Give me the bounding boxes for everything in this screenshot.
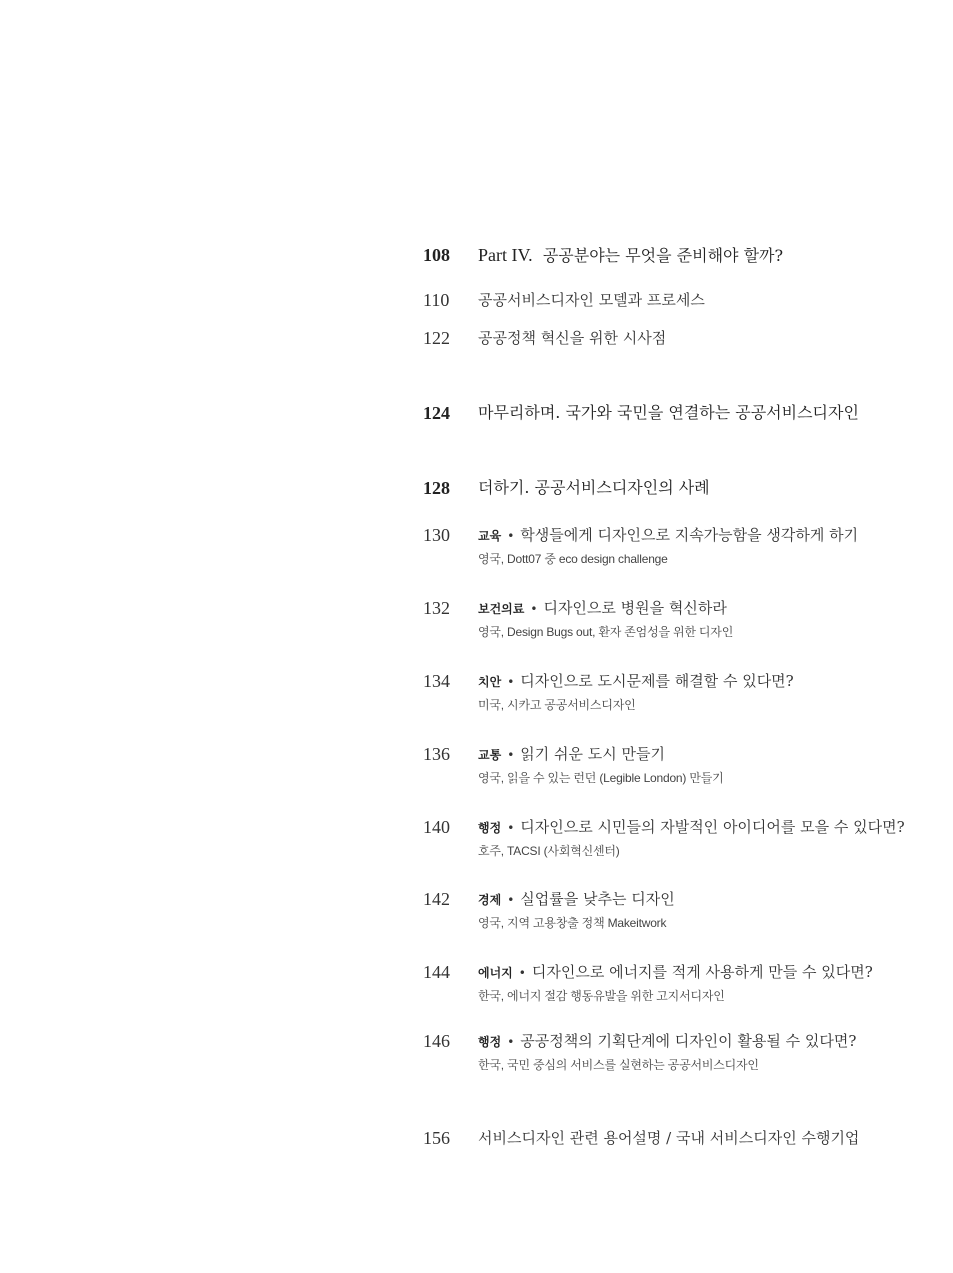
case-subtitle: 한국, 국민 중심의 서비스를 실현하는 공공서비스디자인 xyxy=(478,1058,759,1072)
case-category: 보건의료 xyxy=(478,602,525,616)
section-title: 마무리하며. 국가와 국민을 연결하는 공공서비스디자인 xyxy=(478,403,859,422)
entry-title: 공공정책 혁신을 위한 시사점 xyxy=(478,329,667,347)
case-category: 에너지 xyxy=(478,966,513,980)
case-category: 행정 xyxy=(478,821,502,835)
page-number: 142 xyxy=(423,889,450,909)
entry-title: 공공서비스디자인 모델과 프로세스 xyxy=(478,291,705,309)
page-number: 134 xyxy=(423,671,450,691)
part-title xyxy=(478,244,783,267)
case-title-line xyxy=(478,961,873,984)
case-title-line xyxy=(478,888,675,911)
bullet-separator: • xyxy=(518,966,526,980)
page-number: 110 xyxy=(423,290,450,310)
case-title-line xyxy=(478,816,905,839)
bullet-separator: • xyxy=(507,748,515,762)
case-title: 디자인으로 에너지를 적게 사용하게 만들 수 있다면? xyxy=(531,963,873,981)
case-category: 치안 xyxy=(478,675,502,689)
bullet-separator: • xyxy=(530,602,538,616)
case-category: 교육 xyxy=(478,529,502,543)
page-number: 122 xyxy=(423,328,450,348)
page-number: 146 xyxy=(423,1031,450,1051)
case-subtitle: 영국, 지역 고용창출 정책 Makeitwork xyxy=(478,916,667,930)
case-subtitle: 영국, 읽을 수 있는 런던 (Legible London) 만들기 xyxy=(478,771,724,785)
page-number: 144 xyxy=(423,962,450,982)
entry-title: 서비스디자인 관련 용어설명 / 국내 서비스디자인 수행기업 xyxy=(478,1129,860,1147)
case-subtitle: 한국, 에너지 절감 행동유발을 위한 고지서디자인 xyxy=(478,989,725,1003)
case-category: 교통 xyxy=(478,748,502,762)
case-title-line xyxy=(478,1030,856,1053)
page-number: 132 xyxy=(423,598,450,618)
part-heading: 공공분야는 무엇을 준비해야 할까? xyxy=(542,246,784,265)
section-title: 더하기. 공공서비스디자인의 사례 xyxy=(478,478,710,497)
case-title: 학생들에게 디자인으로 지속가능함을 생각하게 하기 xyxy=(520,526,859,544)
bullet-separator: • xyxy=(507,675,515,689)
bullet-separator: • xyxy=(507,529,515,543)
case-subtitle: 영국, Design Bugs out, 환자 존엄성을 위한 디자인 xyxy=(478,625,734,639)
page-number: 124 xyxy=(423,403,450,423)
case-title: 디자인으로 병원을 혁신하라 xyxy=(543,599,727,617)
case-title: 공공정책의 기획단계에 디자인이 활용될 수 있다면? xyxy=(520,1032,857,1050)
case-title: 읽기 쉬운 도시 만들기 xyxy=(520,745,665,763)
case-title-line xyxy=(478,597,727,620)
bullet-separator: • xyxy=(507,893,515,907)
case-title-line xyxy=(478,670,794,693)
case-title: 디자인으로 시민들의 자발적인 아이디어를 모을 수 있다면? xyxy=(520,818,905,836)
page-number: 128 xyxy=(423,478,450,498)
page-number: 130 xyxy=(423,525,450,545)
case-subtitle: 영국, Dott07 중 eco design challenge xyxy=(478,552,668,566)
page-number: 156 xyxy=(423,1128,450,1148)
case-category: 경제 xyxy=(478,893,502,907)
case-subtitle: 호주, TACSI (사회혁신센터) xyxy=(478,844,620,858)
page-number: 108 xyxy=(423,245,450,265)
bullet-separator: • xyxy=(507,1035,515,1049)
case-title: 실업률을 낮추는 디자인 xyxy=(520,890,675,908)
case-category: 행정 xyxy=(478,1035,502,1049)
page-number: 140 xyxy=(423,817,450,837)
part-label: Part IV. xyxy=(478,245,533,265)
page-number: 136 xyxy=(423,744,450,764)
case-title-line xyxy=(478,524,858,547)
bullet-separator: • xyxy=(507,821,515,835)
case-subtitle: 미국, 시카고 공공서비스디자인 xyxy=(478,698,636,712)
case-title: 디자인으로 도시문제를 해결할 수 있다면? xyxy=(520,672,794,690)
case-title-line xyxy=(478,743,665,766)
